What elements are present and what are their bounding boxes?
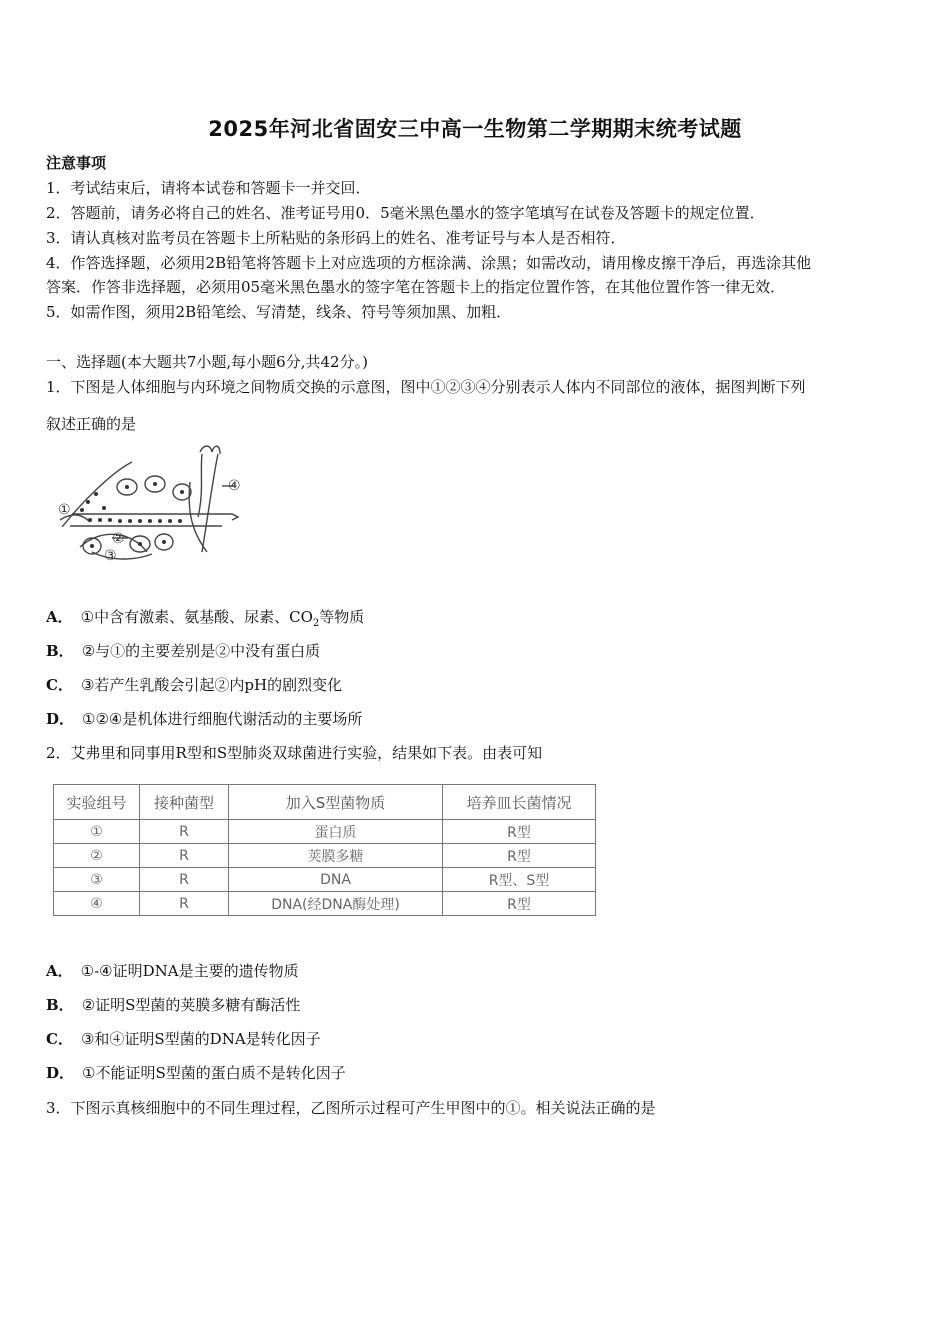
option-text: ①中含有激素、氨基酸、尿素、CO	[80, 608, 313, 626]
table-cell: R	[140, 868, 229, 892]
table-header-cell: 培养皿长菌情况	[443, 785, 596, 820]
table-cell: DNA	[229, 868, 443, 892]
option-text: ①不能证明S型菌的蛋白质不是转化因子	[82, 1064, 346, 1082]
option-text: ②证明S型菌的荚膜多糖有酶活性	[81, 996, 301, 1014]
option-label: B．	[46, 996, 74, 1014]
option-text: ①②④是机体进行细胞代谢活动的主要场所	[82, 710, 363, 728]
table-cell: R	[140, 892, 229, 916]
notice-item: 2．答题前，请务必将自己的姓名、准考证号用0．5毫米黑色墨水的签字笔填写在试卷及答题卡的规定位置．	[46, 204, 765, 222]
option-text: ②与①的主要差别是②中没有蛋白质	[81, 642, 321, 660]
table-header-cell: 加入S型菌物质	[229, 785, 443, 820]
notice-item: 答案．作答非选择题，必须用05毫米黑色墨水的签字笔在答题卡上的指定位置作答，在其他位置作答一律无效．	[46, 278, 786, 296]
notice-item: 1．考试结束后，请将本试卷和答题卡一并交回．	[46, 179, 371, 197]
option-label: C．	[46, 676, 73, 694]
question-2-option-d[interactable]	[46, 1062, 346, 1083]
table-cell: R	[140, 820, 229, 844]
question-1-stem-cont: 叙述正确的是	[46, 415, 137, 433]
table-cell: ③	[54, 868, 140, 892]
question-2-option-a[interactable]	[46, 960, 299, 981]
figure-label-2: ②	[112, 531, 125, 547]
table-cell: R	[140, 844, 229, 868]
section-heading: 一、选择题(本大题共7小题,每小题6分,共42分。)	[46, 353, 368, 371]
question-2-option-c[interactable]	[46, 1028, 321, 1049]
question-3-stem: 3．下图示真核细胞中的不同生理过程，乙图所示过程可产生甲图中的①。相关说法正确的是	[46, 1099, 656, 1117]
table-row	[54, 844, 596, 868]
figure-label-4: ④	[228, 478, 241, 494]
notice-item: 4．作答选择题，必须用2B铅笔将答题卡上对应选项的方框涂满、涂黑；如需改动，请用橡皮擦干净后，再选涂其他	[46, 254, 812, 272]
question-1-option-d[interactable]	[46, 708, 362, 729]
option-text: ③若产生乳酸会引起②内pH的剧烈变化	[80, 676, 343, 694]
table-header-row	[54, 785, 596, 820]
option-label: D．	[46, 1064, 75, 1082]
table-row	[54, 868, 596, 892]
page-title: 2025年河北省固安三中高一生物第二学期期末统考试题	[208, 117, 742, 141]
subscript: 2	[312, 618, 320, 629]
table-cell: R型	[443, 820, 596, 844]
table-cell: ④	[54, 892, 140, 916]
table-cell: 荚膜多糖	[229, 844, 443, 868]
figure-label-1: ①	[58, 502, 71, 518]
table-row	[54, 820, 596, 844]
notice-item: 5．如需作图，须用2B铅笔绘、写清楚，线条、符号等须加黑、加粗．	[46, 303, 512, 321]
question-1-option-c[interactable]	[46, 674, 342, 695]
notice-heading: 注意事项	[46, 154, 107, 172]
option-label: A．	[46, 962, 73, 980]
option-label: C．	[46, 1030, 73, 1048]
table-row	[54, 892, 596, 916]
table-cell: R型	[443, 844, 596, 868]
option-label: D．	[46, 710, 75, 728]
option-text: ③和④证明S型菌的DNA是转化因子	[80, 1030, 321, 1048]
question-2-option-b[interactable]	[46, 994, 300, 1015]
table-cell: ②	[54, 844, 140, 868]
cell-exchange-diagram	[52, 442, 247, 571]
table-header-cell: 接种菌型	[140, 785, 229, 820]
table-cell: ①	[54, 820, 140, 844]
question-1-option-b[interactable]	[46, 640, 320, 661]
question-1-stem: 1．下图是人体细胞与内环境之间物质交换的示意图，图中①②③④分别表示人体内不同部位的液体，据图判断下列	[46, 378, 806, 396]
option-text: ①-④证明DNA是主要的遗传物质	[80, 962, 299, 980]
table-cell: R型	[443, 892, 596, 916]
figure-label-3: ③	[104, 548, 117, 564]
experiment-table	[53, 784, 596, 916]
option-text-end: 等物质	[319, 608, 365, 626]
table-cell: DNA(经DNA酶处理)	[229, 892, 443, 916]
question-2-stem: 2．艾弗里和同事用R型和S型肺炎双球菌进行实验，结果如下表。由表可知	[46, 744, 543, 762]
table-cell: R型、S型	[443, 868, 596, 892]
question-1-option-a[interactable]	[46, 606, 364, 629]
table-header-cell: 实验组号	[54, 785, 140, 820]
notice-item: 3．请认真核对监考员在答题卡上所粘贴的条形码上的姓名、准考证号与本人是否相符．	[46, 229, 626, 247]
option-label: A．	[46, 608, 73, 626]
table-cell: 蛋白质	[229, 820, 443, 844]
option-label: B．	[46, 642, 74, 660]
